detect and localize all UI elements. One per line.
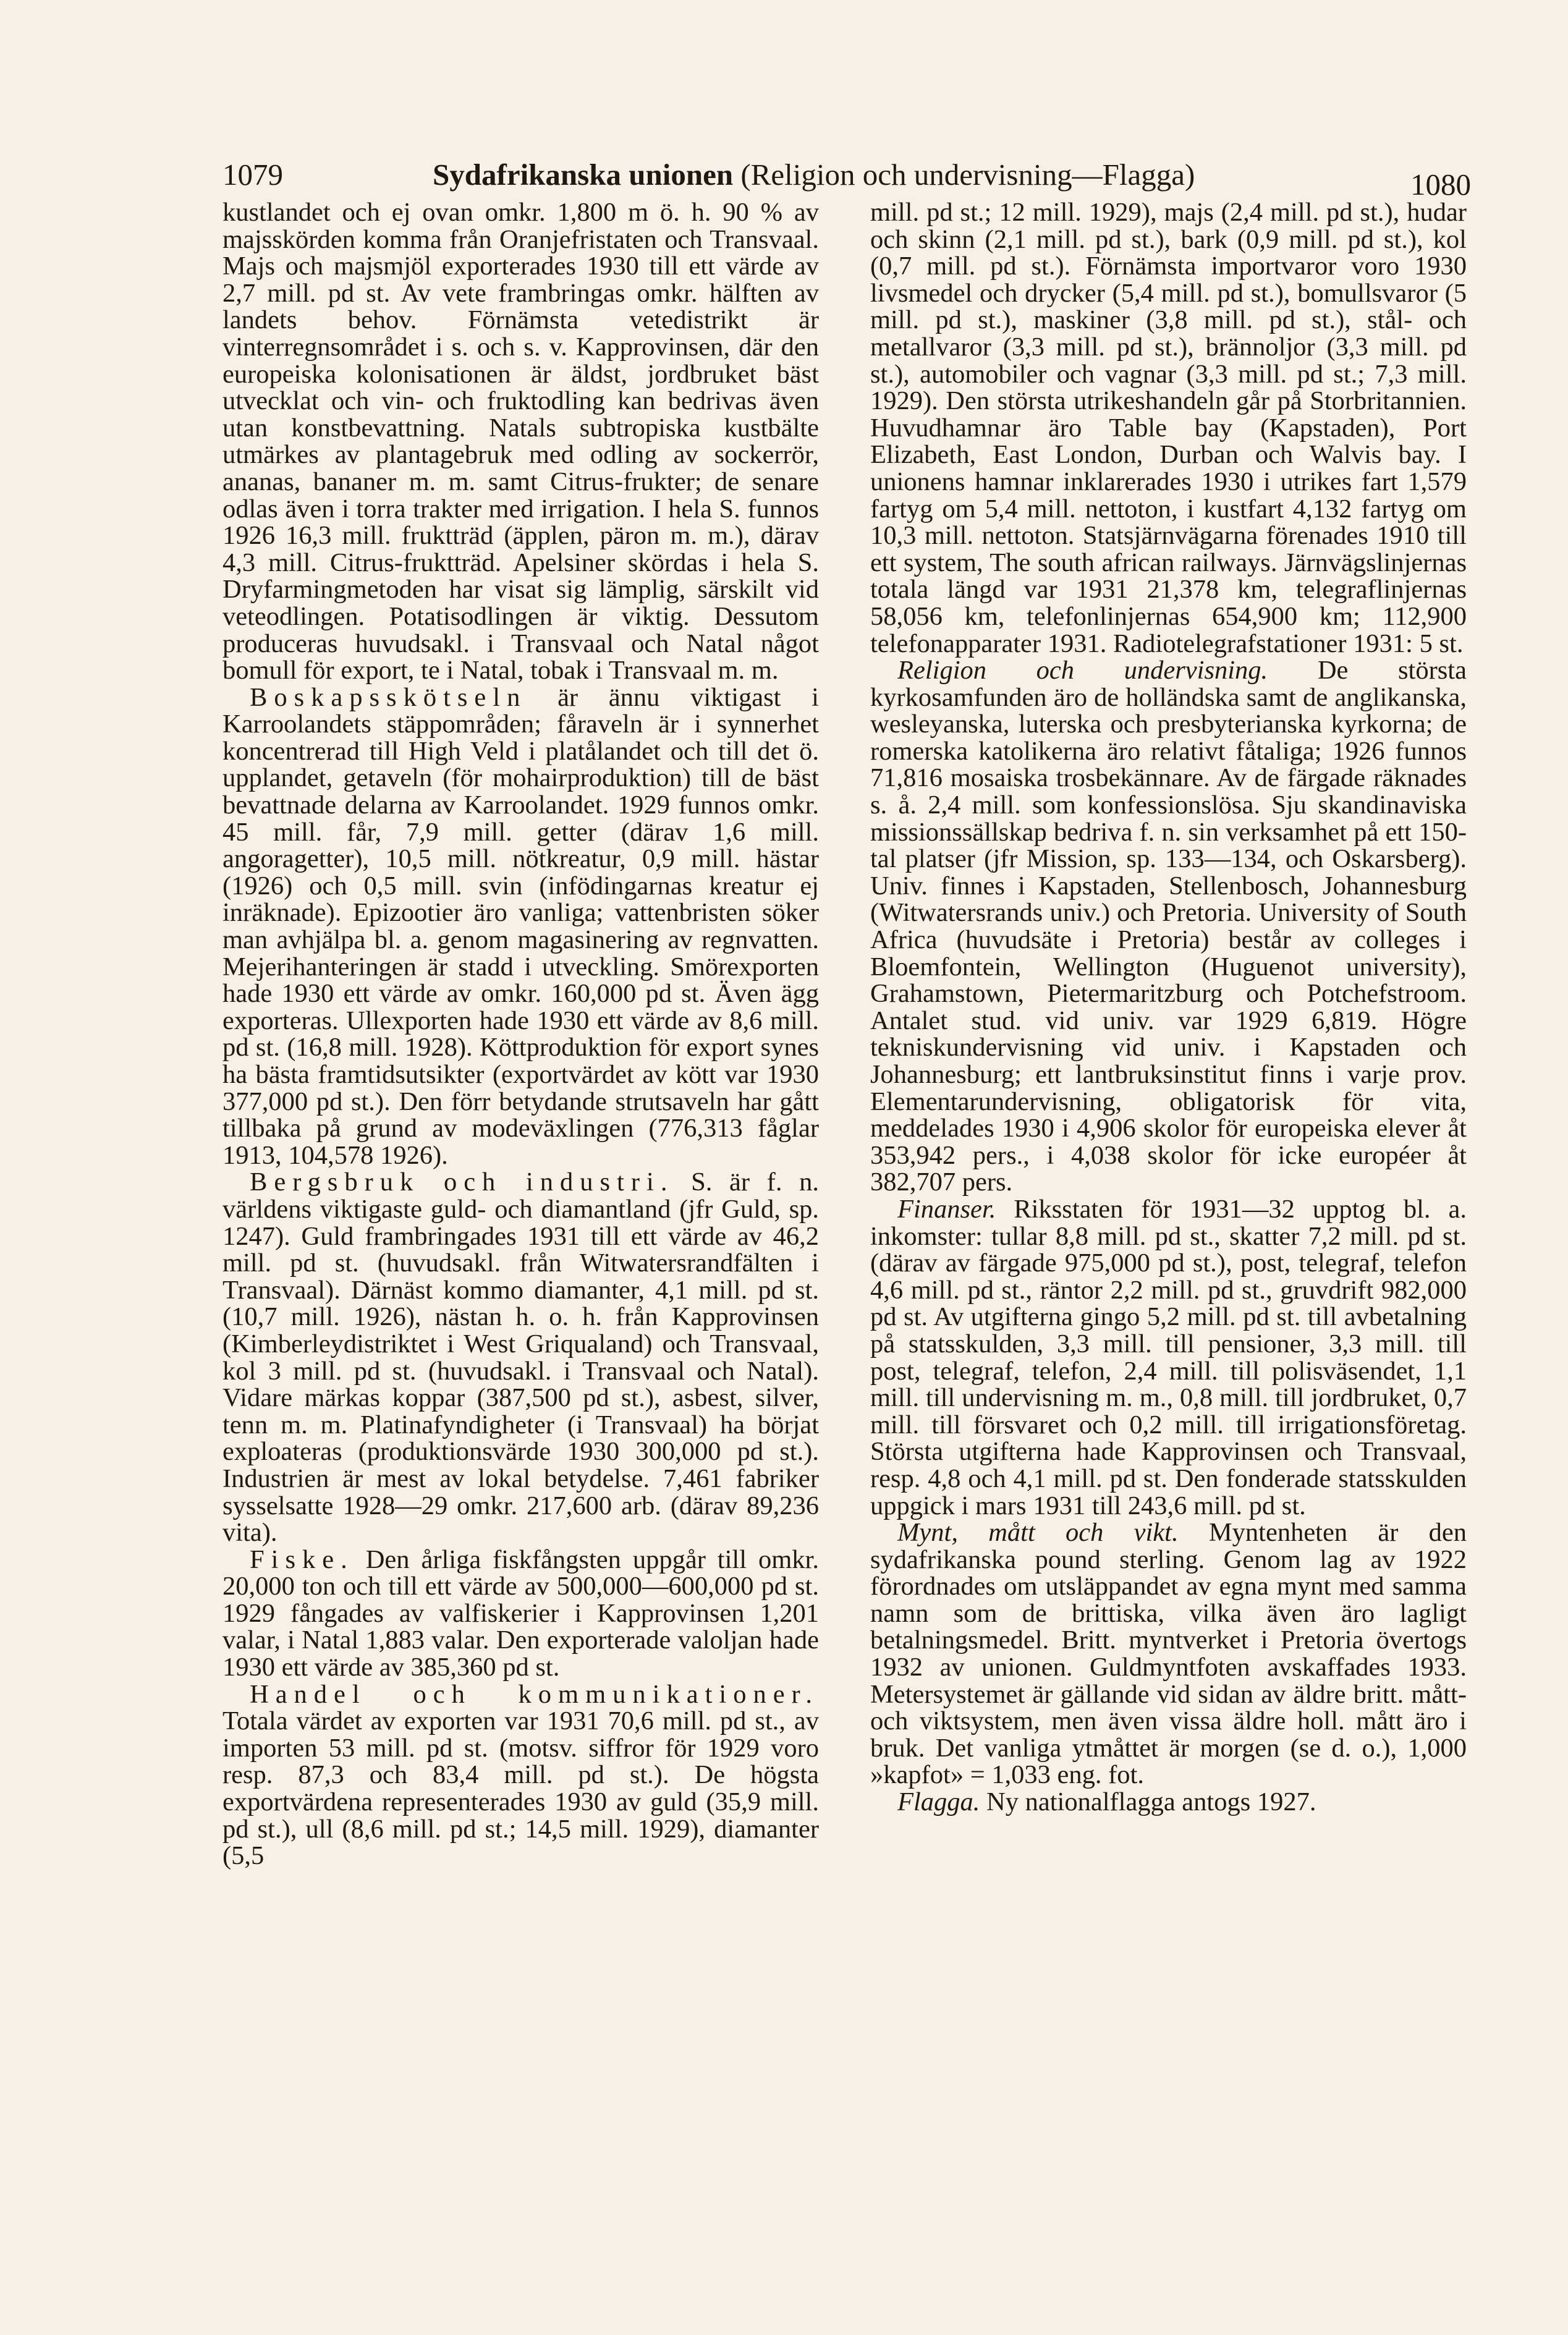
section-body: Totala värdet av exporten var 1931 70,6 mill. pd st., av importen 53 mill. pd st. (motsv. siffror för 1929 voro resp. 87,3 och 83,4 mill. pd st.). De högsta exportvärdena representerades 1930 av guld (35,9 mill. pd st.), ull (8,6 mill. pd st.; 14,5 mill. 1929), diamanter (5,5 <box>222 1706 819 1871</box>
paragraph-fishing <box>222 1546 819 1681</box>
section-lead: Religion och undervisning. <box>897 656 1268 685</box>
section-lead: Boskapsskötseln <box>250 682 527 712</box>
section-lead: Fiske. <box>250 1545 354 1574</box>
section-body: Den årliga fiskfångsten uppgår till omkr. 20,000 ton och till ett värde av 500,000—600,000 pd st. 1929 fångades av valfiskerier i Kapprovinsen 1,201 valar, i Natal 1,883 valar. Den exporterade valoljan hade 1930 ett värde av 385,360 pd st. <box>222 1545 819 1682</box>
section-lead: Mynt, mått och vikt. <box>897 1518 1179 1548</box>
section-body: är ännu viktigast i Karroolandets stäppområden; fåraveln är i synnerhet koncentrerad till High Veld i platålandet och till det ö. upplandet, getaveln (för mohairproduktion) till de bäst bevattnade delarna av Karroolandet. 1929 funnos omkr. 45 mill. får, 7,9 mill. getter (därav 1,6 mill. angoragetter), 10,5 mill. nötkreatur, 0,9 mill. hästar (1926) och 0,5 mill. svin (infödingarnas kreatur ej inräknade). Epizootier äro vanliga; vattenbristen söker man avhjälpa bl. a. genom magasinering av regnvatten. Mejerihanteringen är stadd i utveckling. Smörexporten hade 1930 ett värde av omkr. 160,000 pd st. Även ägg exporteras. Ullexporten hade 1930 ett värde av 8,6 mill. pd st. (16,8 mill. 1928). Köttproduktion för export synes ha bästa framtidsutsikter (exportvärdet av kött var 1930 377,000 pd st.). Den förr betydande strutsaveln har gått tillbaka på grund av modeväxlingen (776,313 fåglar 1913, 104,578 1926). <box>222 682 819 1170</box>
paragraph-livestock <box>222 684 819 1169</box>
section-lead: Handel och kommunikationer. <box>250 1679 819 1709</box>
section-body: Ny nationalflagga antogs 1927. <box>980 1787 1316 1817</box>
running-title-main: Sydafrikanska unionen <box>433 158 734 192</box>
running-title <box>433 157 1195 192</box>
section-lead: Bergsbruk och industri. <box>250 1168 674 1197</box>
section-body: Myntenheten är den sydafrikanska pound sterling. Genom lag av 1922 förordnades om utsläppandet av egna mynt med samma namn som de brittiska, vilka även äro lagligt betalningsmedel. Britt. myntverket i Pretoria övertogs 1932 av unionen. Guldmyntfoten avskaffades 1933. Metersystemet är gällande vid sidan av äldre britt. mått- och viktsystem, men även vissa äldre holl. mått äro i bruk. Det vanliga ytmåttet är morgen (se d. o.), 1,000 »kapfot» = 1,033 eng. fot. <box>870 1518 1467 1790</box>
paragraph-trade <box>222 1681 819 1870</box>
paragraph-agriculture: kustlandet och ej ovan omkr. 1,800 m ö. h. 90 % av majsskörden komma från Oranjefristaten och Transvaal. Majs och majsmjöl exporterades 1930 till ett värde av 2,7 mill. pd st. Av vete frambringas omkr. hälften av landets behov. Förnämsta vetedistrikt är vinterregnsområdet i s. och s. v. Kapprovinsen, där den europeiska kolonisationen är äldst, jordbruket bäst utvecklat och vin- och fruktodling kan bedrivas även utan konstbevattning. Natals subtropiska kustbälte utmärkes av plantagebruk med odling av sockerrör, ananas, bananer m. m. samt Citrus-frukter; de senare odlas även i torra trakter med irrigation. I hela S. funnos 1926 16,3 mill. fruktträd (äpplen, päron m. m.), därav 4,3 mill. Citrus-fruktträd. Apelsiner skördas i hela S. Dryfarmingmetoden har visat sig lämplig, särskilt vid veteodlingen. Potatisodlingen är viktig. Dessutom produceras huvudsakl. i Transvaal och Natal något bomull för export, te i Natal, tobak i Transvaal m. m. <box>222 198 819 685</box>
section-lead: Finanser. <box>897 1194 996 1224</box>
paragraph-flag <box>870 1789 1467 1816</box>
section-body: S. är f. n. världens viktigaste guld- och diamantland (jfr Guld, sp. 1247). Guld frambringades 1931 till ett värde av 46,2 mill. pd st. (huvudsakl. från Witwatersrandfälten i Transvaal). Därnäst kommo diamanter, 4,1 mill. pd st. (10,7 mill. 1926), nästan h. o. h. från Kapprovinsen (Kimberleydistriktet i West Griqualand) och Transvaal, kol 3 mill. pd st. (huvudsakl. i Transvaal och Natal). Vidare märkas koppar (387,500 pd st.), asbest, silver, tenn m. m. Platinafyndigheter (i Transvaal) ha börjat exploateras (produktionsvärde 1930 300,000 pd st.). Industrien är mest av lokal betydelse. 7,461 fabriker sysselsatte 1928—29 omkr. 217,600 arb. (därav 89,236 vita). <box>222 1168 819 1548</box>
paragraph-finances <box>870 1196 1467 1519</box>
section-lead: Flagga. <box>897 1787 980 1817</box>
right-column <box>870 199 1467 1816</box>
paragraph-currency-measures <box>870 1519 1467 1789</box>
running-title-sub: (Religion och undervisning—Flagga) <box>740 158 1195 192</box>
paragraph-mining-industry <box>222 1169 819 1546</box>
paragraph-trade-continued: mill. pd st.; 12 mill. 1929), majs (2,4 mill. pd st.), hudar och skinn (2,1 mill. pd st.), bark (0,9 mill. pd st.), kol (0,7 mill. pd st.). Förnämsta importvaror voro 1930 livsmedel och drycker (5,4 mill. pd st.), bomullsvaror (5 mill. pd st.), maskiner (3,8 mill. pd st.), stål- och metallvaror (3,3 mill. pd st.), brännoljor (3,3 mill. pd st.), automobiler och vagnar (3,3 mill. pd st.; 7,3 mill. 1929). Den största utrikeshandeln går på Storbritannien. Huvudhamnar äro Table bay (Kapstaden), Port Elizabeth, East London, Durban och Walvis bay. I unionens hamnar inklarerades 1930 i utrikes fart 1,579 fartyg om 5,4 mill. nettoton, i kustfart 4,132 fartyg om 10,3 mill. nettoton. Statsjärnvägarna förenades 1910 till ett system, The south african railways. Järnvägslinjernas totala längd var 1931 21,378 km, telegraflinjernas 58,056 km, telefonlinjernas 654,900 km; 112,900 telefonapparater 1931. Radiotelegrafstationer 1931: 5 st. <box>870 198 1467 658</box>
page-number-left: 1079 <box>222 158 283 192</box>
page-number-right: 1080 <box>1410 167 1471 201</box>
section-body: Riksstaten för 1931—32 upptog bl. a. inkomster: tullar 8,8 mill. pd st., skatter 7,2 mill. pd st. (därav av färgade 975,000 pd st.), post, telegraf, telefon 4,6 mill. pd st., räntor 2,2 mill. pd st., gruvdrift 982,000 pd st. Av utgifterna gingo 5,2 mill. pd st. till avbetalning på statsskulden, 3,3 mill. till pensioner, 3,3 mill. till post, telegraf, telefon, 2,4 mill. till polisväsendet, 1,1 mill. till undervisning m. m., 0,8 mill. till jordbruket, 0,7 mill. till försvaret och 0,2 mill. till irrigationsföretag. Största utgifterna hade Kapprovinsen och Transvaal, resp. 4,8 och 4,1 mill. pd st. Den fonderade statsskulden uppgick i mars 1931 till 243,6 mill. pd st. <box>870 1194 1467 1520</box>
section-body: De största kyrkosamfunden äro de holländska samt de anglikanska, wesleyanska, luterska och presbyterianska kyrkorna; de romerska katolikerna äro relativt fåtaliga; 1926 funnos 71,816 mosaiska trosbekännare. Av de färgade räknades s. å. 2,4 mill. som konfessionslösa. Sju skandinaviska missionssällskap bedriva f. n. sin verksamhet på ett 150-tal platser (jfr Mission, sp. 133—134, och Oskarsberg). Univ. finnes i Kapstaden, Stellenbosch, Johannesburg (Witwatersrands univ.) och Pretoria. University of South Africa (huvudsäte i Pretoria) består av colleges i Bloemfontein, Wellington (Huguenot university), Grahamstown, Pietermaritzburg och Potchefstroom. Antalet stud. vid univ. var 1929 6,819. Högre tekniskundervisning vid univ. i Kapstaden och Johannesburg; ett lantbruksinstitut finns i varje prov. Elementarundervisning, obligatorisk för vita, meddelades 1930 i 4,906 skolor för europeiska elever åt 353,942 pers., i 4,038 skolor för icke européer åt 382,707 pers. <box>870 656 1467 1197</box>
left-column <box>222 199 819 1870</box>
paragraph-religion-education <box>870 657 1467 1196</box>
